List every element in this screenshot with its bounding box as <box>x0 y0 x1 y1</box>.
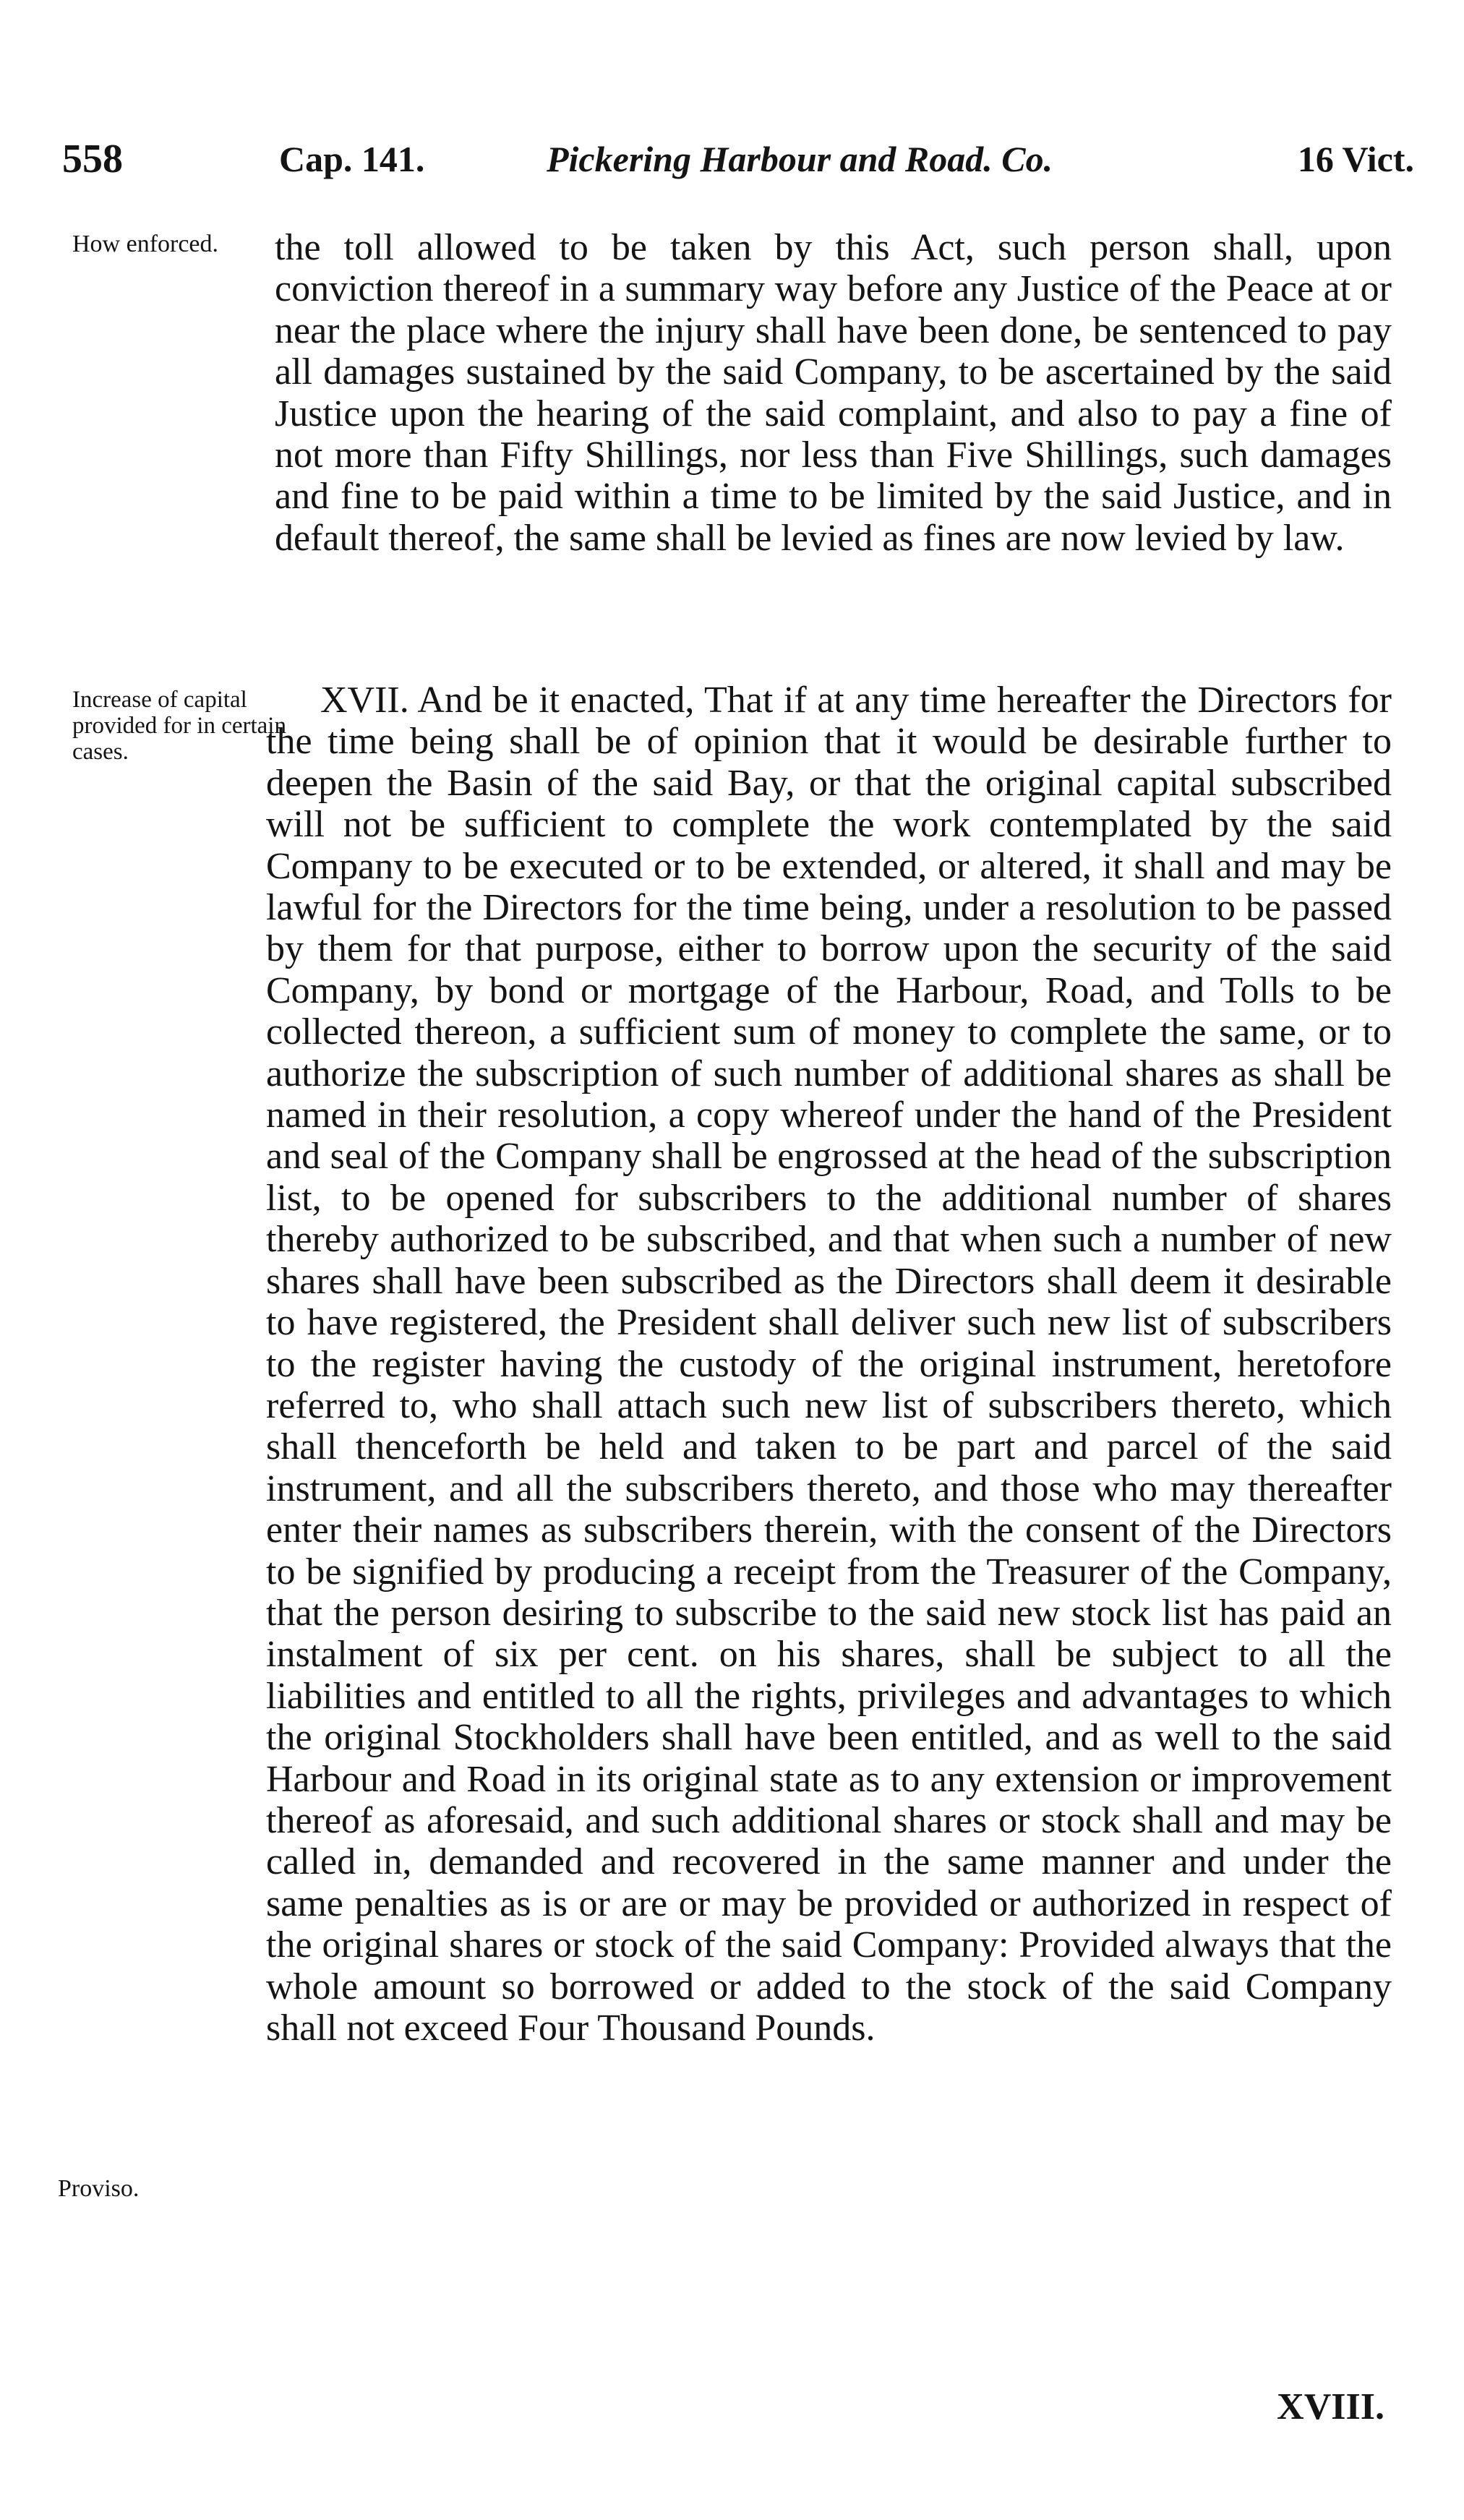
chapter-number: Cap. 141. <box>279 139 425 179</box>
margin-note-proviso: Proviso. <box>58 2175 140 2202</box>
running-header <box>62 130 1414 188</box>
catchword: XVIII. <box>1277 2386 1384 2427</box>
continued-paragraph <box>275 227 1392 559</box>
margin-note-increase-capital: Increase of capital provided for in certain cases. <box>72 687 286 765</box>
margin-note-how-enforced: How enforced. <box>72 231 219 257</box>
regnal-year: 16 Vict. <box>1297 139 1414 179</box>
section-text: XVII. And be it enacted, That if at any time hereafter the Directors for the time being shall be of opinion that it would be desirable further to deepen the Basin of the said Bay, or that the original capital subscribed will not be sufficient to complete the work contemplated by the said Company to be executed or to be extended, or altered, it shall and may be lawful for the Directors for the time being, under a resolution to be passed by them for that purpose, either to borrow upon the security of the said Company, by bond or mortgage of the Harbour, Road, and Tolls to be collected thereon, a sufficient sum of money to complete the same, or to authorize the subscription of such number of additional shares as shall be named in their resolution, a copy whereof under the hand of the President and seal of the Company shall be engrossed at the head of the subscription list, to be opened for subscribers to the additional number of shares thereby authorized to be subscribed, and that when such a number of new shares shall have been subscribed as the Directors shall deem it desirable to have registered, the President shall deliver such new list of subscribers to the register having the custody of the original instrument, heretofore referred to, who shall attach such new list of subscribers thereto, which shall thenceforth be held and taken to be part and parcel of the said instrument, and all the subscribers thereto, and those who may thereafter enter their names as subscribers therein, with the consent of the Directors to be signified by producing a receipt from the Treasurer of the Company, that the person desiring to subscribe to the said new stock list has paid an instalment of six per cent. on his shares, shall be subject to all the liabilities and entitled to all the rights, privileges and advantages to which the original Stockholders shall have been entitled, and as well to the said Harbour and Road in its original state as to any extension or improvement thereof as aforesaid, and such additional shares or stock shall and may be called in, demanded and recovered in the same manner and under the same penalties as is or are or may be provided or authorized in respect of the original shares or stock of the said Company: Provided always that the whole amount so borrowed or added to the stock of the said Company shall not exceed Four Thousand Pounds. <box>266 680 1392 2049</box>
paragraph-text: the toll allowed to be taken by this Act, such person shall, upon conviction thereof in a summary way before any Justice of the Peace at or near the place where the injury shall have been done, be sentenced to pay all damages sustained by the said Company, to be ascertained by the said Justice upon the hearing of the said complaint, and also to pay a fine of not more than Fifty Shillings, nor less than Five Shillings, such damages and fine to be paid within a time to be limited by the said Justice, and in default thereof, the same shall be levied as fines are now levied by law. <box>275 227 1392 559</box>
running-title: Pickering Harbour and Road. Co. <box>547 139 1053 179</box>
section-xvii <box>266 680 1392 2049</box>
page-number: 558 <box>62 137 123 181</box>
